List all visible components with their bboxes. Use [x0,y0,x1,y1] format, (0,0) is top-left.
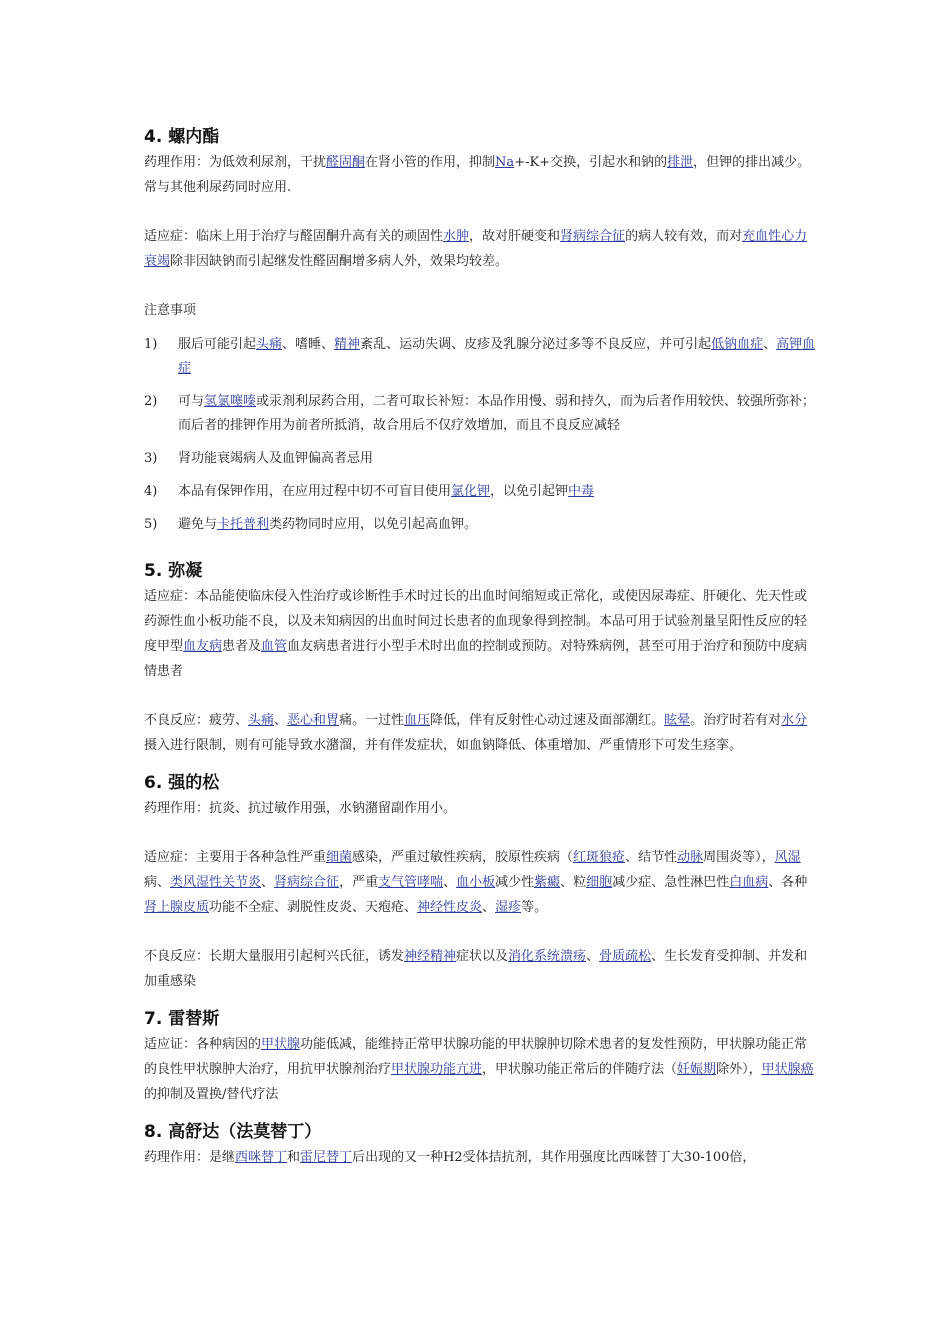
term-link[interactable]: 肾病综合征 [560,229,626,244]
text-run: 在肾小管的作用，抑制 [365,155,496,170]
text-run: 注意事项 [144,303,197,318]
term-link[interactable]: 中毒 [568,484,595,499]
term-link[interactable]: 低钠血症 [711,337,764,352]
section-spacer [144,758,816,770]
term-link[interactable]: 细菌 [326,850,353,865]
term-link[interactable]: 头痛 [256,337,283,352]
paragraph [144,708,816,758]
text-run: 周围炎等）， [703,850,775,865]
text-run: 适应症：临床上用于治疗与醛固酮升高有关的顽固性 [144,229,444,244]
list-item-number: 1) [144,337,158,352]
text-run: 药理作用：抗炎、抗过敏作用强，水钠潴留副作用小。 [144,801,457,816]
term-link[interactable]: 雷尼替丁 [300,1150,353,1165]
paragraph [144,224,816,274]
text-run: 症状以及 [456,949,509,964]
text-run: 患者及 [222,639,262,654]
term-link[interactable]: 消化系统溃疡 [508,949,587,964]
term-link[interactable]: 风湿 [774,850,801,865]
list-item [144,333,816,381]
text-run: 痛。一过性 [339,713,405,728]
paragraph-spacer [144,684,816,708]
term-link[interactable]: 恶心和胃 [287,713,340,728]
text-run: 可与 [178,394,205,409]
paragraph-spacer [144,821,816,845]
text-run: 降低，伴有反射性心动过速及面部潮红。 [430,713,665,728]
text-run: 除非因缺钠而引起继发性醛固酮增多病人外，效果均较差。 [170,254,509,269]
text-run: 血友病患者进行小型手术时出血的控制或预防。对特殊病例，甚至可用于治疗和预防中度病情患者 [144,639,808,679]
section-spacer [144,994,816,1006]
text-run: 不良反应：长期大量服用引起柯兴氏征，诱发 [144,949,405,964]
text-run: 、 [274,713,288,728]
term-link[interactable]: 甲状腺癌 [761,1062,814,1077]
paragraph-spacer [144,200,816,224]
precautions-list [144,333,816,537]
paragraph [144,584,816,684]
term-link[interactable]: 头痛 [248,713,275,728]
term-link[interactable]: 排泄 [667,155,694,170]
section-heading: 7. 雷替斯 [144,1009,220,1029]
text-run: 适应证：各种病因的 [144,1037,262,1052]
document-content [144,124,816,1182]
list-item-number: 5) [144,517,158,532]
paragraph-spacer [144,920,816,944]
text-run: 功能低减，能维持正常甲状腺功能的甲状腺肿切除术患者的复发性预防，甲状腺功能正常的良性甲状腺肿大治疗，用抗甲状腺剂治疗 [144,1037,808,1077]
list-item [144,447,816,471]
list-item [144,513,816,537]
term-link[interactable]: 肾上腺皮质 [144,900,210,915]
text-run: 服后可能引起 [178,337,257,352]
text-run: 、结节性 [625,850,678,865]
section-heading: 5. 弥凝 [144,561,203,581]
term-link[interactable]: 神经性皮炎 [417,900,483,915]
term-link[interactable]: 充血性心力衰竭 [144,229,808,269]
text-run: 或汞剂利尿药合用，二者可取长补短：本品作用慢、弱和持久，而为后者作用较快、较强所弥补；而后者的排钾作用为前者所抵消，故合用后不仅疗效增加，而且不良反应减轻 [178,394,816,433]
paragraph [144,1032,816,1107]
text-run: +-K+交换，引起水和钠的 [514,155,668,170]
term-link[interactable]: 甲状腺功能亢进 [391,1062,483,1077]
text-run: 药理作用：是继 [144,1150,236,1165]
text-run: 、嗜睡、 [282,337,335,352]
section-heading: 8. 高舒达（法莫替丁） [144,1122,322,1142]
paragraph [144,150,816,200]
text-run: 、 [586,949,600,964]
list-item [144,390,816,438]
term-link[interactable]: 血友病 [183,639,223,654]
text-run: 不良反应：疲劳、 [144,713,249,728]
term-link[interactable]: 紫癜 [534,875,561,890]
text-run: 避免与 [178,517,218,532]
text-run: 、 [443,875,457,890]
text-run: ，严重 [339,875,379,890]
text-run: 药理作用：为低效利尿剂，干扰 [144,155,327,170]
term-link[interactable]: 醛固酮 [326,155,366,170]
term-link[interactable]: Na [495,155,515,170]
text-run: 、粒 [560,875,587,890]
section-heading: 6. 强的松 [144,773,220,793]
paragraph [144,298,816,323]
section-spacer [144,1107,816,1119]
text-run: 本品有保钾作用，在应用过程中切不可盲目使用 [178,484,452,499]
text-run: ，故对肝硬变和 [469,229,561,244]
term-link[interactable]: 动脉 [677,850,704,865]
term-link[interactable]: 水肿 [443,229,470,244]
list-item-number: 3) [144,451,158,466]
text-run: 、 [261,875,275,890]
term-link[interactable]: 妊娠期 [677,1062,717,1077]
term-link[interactable]: 氢氯噻嗪 [204,394,257,409]
text-run: 摄入进行限制，则有可能导致水潴溜，并有伴发症状，如血钠降低、体重增加、严重情形下可发生痉挛。 [144,738,743,753]
text-run: ，以免引起钾 [490,484,569,499]
term-link[interactable]: 精神 [334,337,361,352]
term-link[interactable]: 水分 [781,713,808,728]
term-link[interactable]: 肾病综合征 [274,875,340,890]
text-run: 病、 [144,875,171,890]
term-link[interactable]: 白血病 [729,875,769,890]
list-item-number: 4) [144,484,158,499]
text-run: 紊乱、运动失调、皮疹及乳腺分泌过多等不良反应，并可引起 [360,337,712,352]
text-run: 后出现的又一种H2受体拮抗剂，其作用强度比西咪替丁大30-100倍， [352,1150,756,1165]
paragraph [144,1145,816,1170]
text-run: ，甲状腺功能正常后的伴随疗法（ [482,1062,678,1077]
text-run: 适应症：主要用于各种急性严重 [144,850,327,865]
text-run: 适应症：本品能使临床侵入性治疗或诊断性手术时过长的出血时间缩短或正常化，或使因尿毒症、肝硬化、先天性或药源性血小板功能不良，以及未知病因的出血时间过长患者的血现象得到控制。本品可用于试验剂量呈阳性反应的轻度甲型 [144,589,808,654]
term-link[interactable]: 细胞 [586,875,613,890]
term-link[interactable]: 血小板 [456,875,496,890]
text-run: 、 [482,900,496,915]
paragraph [144,796,816,821]
term-link[interactable]: 湿疹 [495,900,522,915]
text-run: 减少症、急性淋巴性 [612,875,730,890]
list-item-number: 2) [144,394,158,409]
text-run: 类药物同时应用，以免引起高血钾。 [269,517,478,532]
term-link[interactable]: 血管 [261,639,288,654]
text-run: 除外）， [716,1062,762,1077]
term-link[interactable]: 西咪替丁 [235,1150,288,1165]
text-run: 减少性 [495,875,535,890]
text-run: 、 [763,337,777,352]
term-link[interactable]: 骨质疏松 [599,949,652,964]
text-run: ，但钾的排出减少。常与其他利尿药同时应用. [144,155,811,195]
section-spacer [144,546,816,558]
text-run: 、各种 [768,875,808,890]
text-run: 的病人较有效，而对 [625,229,743,244]
term-link[interactable]: 神经精神 [404,949,457,964]
term-link[interactable]: 甲状腺 [261,1037,301,1052]
paragraph [144,845,816,920]
term-link[interactable]: 氯化钾 [451,484,491,499]
term-link[interactable]: 高钾血症 [178,337,816,376]
term-link[interactable]: 支气管哮喘 [378,875,444,890]
term-link[interactable]: 类风湿性关节炎 [170,875,262,890]
text-run: 的抑制及置换/替代疗法 [144,1087,279,1102]
text-run: 肾功能衰竭病人及血钾偏高者忌用 [178,451,374,466]
text-run: 。治疗时若有对 [690,713,782,728]
term-link[interactable]: 卡托普利 [217,517,270,532]
term-link[interactable]: 眩晕 [664,713,691,728]
text-run: 和 [287,1150,301,1165]
text-run: 等。 [521,900,548,915]
text-run: 感染，严重过敏性疾病，胶原性疾病（ [352,850,574,865]
text-run: 、生长发育受抑制、并发和加重感染 [144,949,808,989]
term-link[interactable]: 红斑狼疮 [573,850,626,865]
list-item [144,480,816,504]
paragraph [144,944,816,994]
section-heading: 4. 螺内酯 [144,127,220,147]
text-run: 功能不全症、剥脱性皮炎、天疱疮、 [209,900,418,915]
term-link[interactable]: 血压 [404,713,431,728]
section-spacer [144,1170,816,1182]
paragraph-spacer [144,274,816,298]
